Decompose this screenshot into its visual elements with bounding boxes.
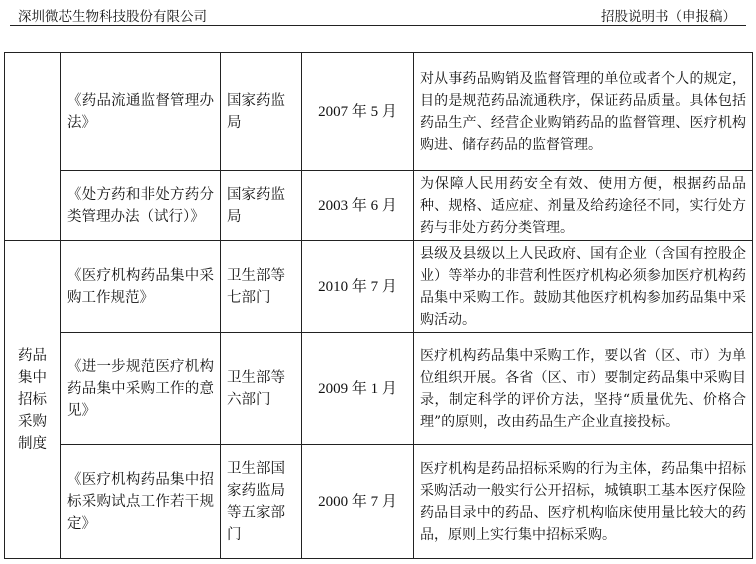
table-row [5,241,753,333]
issue-date: 2009 年 1 月 [302,333,414,445]
category-cell [5,53,61,241]
table-row [5,445,753,559]
company-name: 深圳微芯生物科技股份有限公司 [18,9,207,25]
issue-date: 2010 年 7 月 [302,241,414,333]
issuing-authority: 国家药监局 [221,53,302,171]
regulation-name: 《医疗机构药品集中采购工作规范》 [61,241,221,333]
regulation-description: 医疗机构药品集中采购工作，要以省（区、市）为单位组织开展。各省（区、市）要制定药品集中采购目录，制定科学的评价方法，坚持“质量优先、价格合理”的原则，改由药品生产企业直接投标。 [414,333,753,445]
regulation-description: 对从事药品购销及监督管理的单位或者个人的规定，目的是规范药品流通秩序，保证药品质量。具体包括药品生产、经营企业购销药品的监督管理、医疗机构购进、储存药品的监督管理。 [414,53,753,171]
regulations-table [4,52,753,559]
header-rule [10,25,746,26]
table-row [5,53,753,171]
regulation-name: 《药品流通监督管理办法》 [61,53,221,171]
regulation-description: 为保障人民用药安全有效、使用方便，根据药品品种、规格、适应症、剂量及给药途径不同，实行处方药与非处方药分类管理。 [414,171,753,241]
issuing-authority: 卫生部等七部门 [221,241,302,333]
regulation-description: 医疗机构是药品招标采购的行为主体，药品集中招标采购活动一般实行公开招标，城镇职工基本医疗保险药品目录中的药品、医疗机构临床使用量比较大的药品，原则上实行集中招标采购。 [414,445,753,559]
document-title: 招股说明书（申报稿） [601,9,736,25]
table-row [5,171,753,241]
regulation-description: 县级及县级以上人民政府、国有企业（含国有控股企业）等举办的非营利性医疗机构必须参加医疗机构药品集中采购工作。鼓励其他医疗机构参加药品集中采购活动。 [414,241,753,333]
regulation-name: 《医疗机构药品集中招标采购试点工作若干规定》 [61,445,221,559]
regulation-name: 《进一步规范医疗机构药品集中采购工作的意见》 [61,333,221,445]
table-row [5,333,753,445]
issuing-authority: 卫生部国家药监局等五家部门 [221,445,302,559]
issue-date: 2000 年 7 月 [302,445,414,559]
category-cell: 药品集中招标采购制度 [5,241,61,559]
regulation-name: 《处方药和非处方药分类管理办法（试行）》 [61,171,221,241]
page-header [0,0,756,26]
issuing-authority: 卫生部等六部门 [221,333,302,445]
issue-date: 2007 年 5 月 [302,53,414,171]
issue-date: 2003 年 6 月 [302,171,414,241]
issuing-authority: 国家药监局 [221,171,302,241]
